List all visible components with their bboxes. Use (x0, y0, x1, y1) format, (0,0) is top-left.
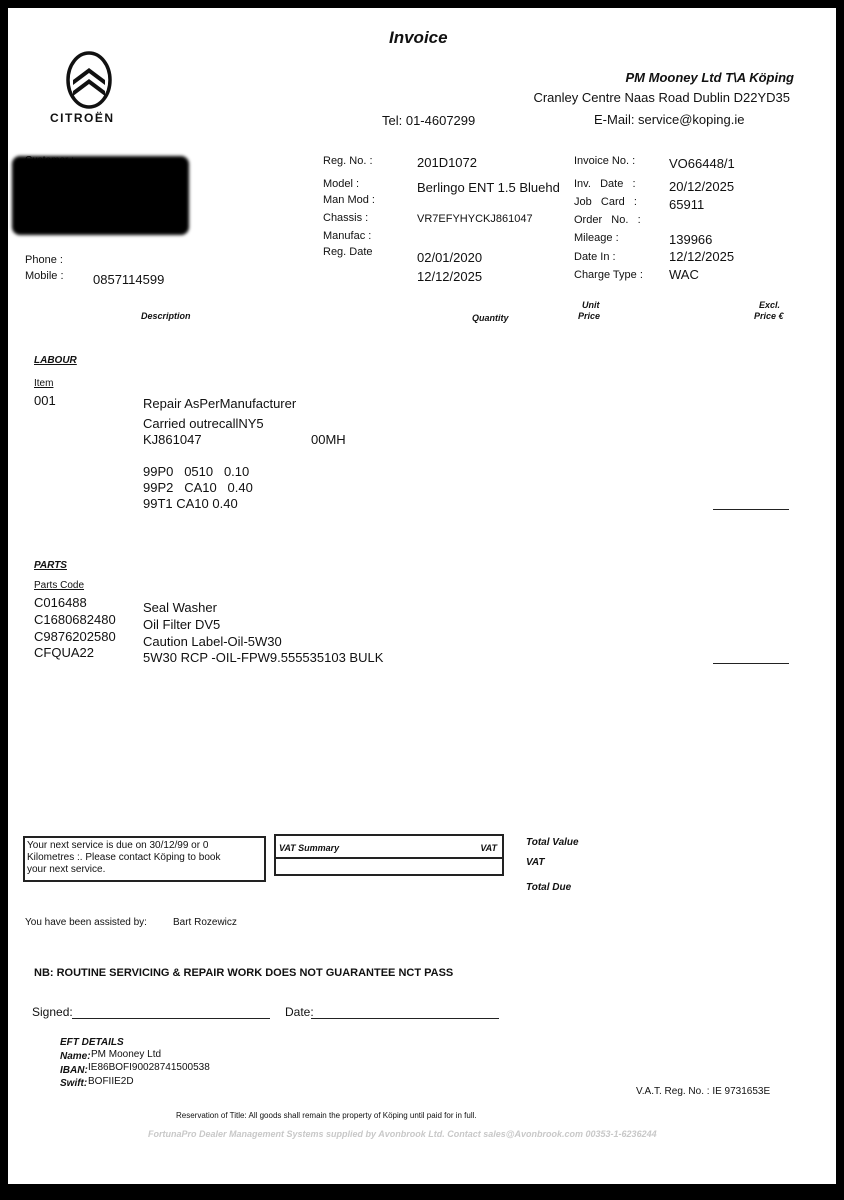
part-description: Caution Label-Oil-5W30 (143, 634, 282, 649)
signed-label: Signed: (32, 1005, 73, 1019)
col-quantity: Quantity (472, 313, 509, 323)
mileage-value: 139966 (669, 232, 713, 247)
software-footer: FortunaPro Dealer Management Systems supplied by Avonbrook Ltd. Contact sales@Avonbrook.com 00353-1-6236244 (148, 1129, 657, 1139)
reg-date-value: 02/01/2020 (417, 250, 483, 265)
invoice-no-value: VO66448/1 (669, 156, 735, 171)
total-vat-label: VAT (526, 857, 545, 868)
reg-date-label: Reg. Date (323, 246, 373, 258)
parts-code-label: Parts Code (34, 580, 85, 591)
labour-line: Carried outrecallNY5 (143, 416, 264, 431)
labour-code: 99P2 CA10 0.40 (143, 480, 253, 495)
next-service-line: your next service. (27, 864, 106, 875)
model-label: Model : (323, 178, 360, 190)
manufac-label: Manufac : (323, 230, 372, 242)
charge-type-label: Charge Type : (574, 269, 643, 281)
redacted-customer-details (12, 156, 189, 235)
date-in-value: 12/12/2025 (669, 249, 735, 264)
company-email: E-Mail: service@koping.ie (594, 112, 745, 127)
eft-swift-label: Swift: (60, 1078, 88, 1089)
col-unit-price-2: Price (578, 311, 601, 321)
part-description: Oil Filter DV5 (143, 617, 221, 632)
model-value: Berlingo ENT 1.5 Bluehd (417, 180, 560, 195)
phone-label: Phone : (25, 254, 63, 266)
company-address: Cranley Centre Naas Road Dublin D22YD35 (533, 90, 790, 105)
brand-name: CITROËN (50, 111, 115, 125)
inv-date-value: 20/12/2025 (669, 179, 735, 194)
vat-reg-number: V.A.T. Reg. No. : IE 9731653E (636, 1086, 771, 1097)
col-description: Description (141, 311, 191, 321)
chassis-value: VR7EFYHYCKJ861047 (417, 213, 533, 225)
total-due-label: Total Due (526, 882, 572, 893)
labour-code: 99T1 CA10 0.40 (143, 496, 238, 511)
signed-line (72, 1018, 270, 1019)
total-value-label: Total Value (526, 837, 579, 848)
labour-line: KJ861047 (143, 432, 202, 447)
eft-iban-label: IBAN: (60, 1065, 88, 1076)
vat-summary-title: VAT Summary (279, 843, 340, 853)
eft-heading: EFT DETAILS (60, 1037, 124, 1048)
order-no-label: Order No. : (574, 214, 641, 226)
chassis-label: Chassis : (323, 212, 369, 224)
invoice-page (8, 8, 836, 1184)
man-mod-label: Man Mod : (323, 194, 375, 206)
job-card-label: Job Card : (574, 196, 637, 208)
vat-summary-vat: VAT (480, 843, 497, 853)
vat-summary-divider (276, 857, 502, 859)
part-code: CFQUA22 (34, 645, 94, 660)
part-code: C016488 (34, 595, 87, 610)
reservation-of-title: Reservation of Title: All goods shall remain the property of Köping until paid for in full. (176, 1111, 477, 1120)
nct-notice: NB: ROUTINE SERVICING & REPAIR WORK DOES NOT GUARANTEE NCT PASS (34, 967, 454, 979)
vat-summary-box (274, 834, 504, 876)
reg-no-label: Reg. No. : (323, 155, 373, 167)
part-description: 5W30 RCP -OIL-FPW9.555535103 BULK (143, 650, 384, 665)
eft-name-label: Name: (60, 1051, 91, 1062)
labour-subtotal-line (713, 509, 789, 510)
part-code: C9876202580 (34, 629, 116, 644)
eft-name-value: PM Mooney Ltd (91, 1049, 162, 1060)
reg-no-value: 201D1072 (417, 155, 477, 170)
charge-type-value: WAC (669, 267, 699, 282)
mobile-value: 0857114599 (93, 272, 165, 287)
date-in-label: Date In : (574, 251, 616, 263)
citroen-logo (42, 44, 136, 128)
part-code: C1680682480 (34, 612, 116, 627)
labour-line: Repair AsPerManufacturer (143, 396, 297, 411)
labour-code: 99P0 0510 0.10 (143, 464, 250, 479)
assisted-label: You have been assisted by: (25, 917, 147, 928)
assisted-name: Bart Rozewicz (173, 917, 237, 928)
col-excl-price-1: Excl. (759, 300, 781, 310)
part-description: Seal Washer (143, 600, 217, 615)
date-line (311, 1018, 499, 1019)
labour-item-no: 001 (34, 393, 56, 408)
col-unit-price-1: Unit (582, 300, 600, 310)
company-tel: Tel: 01-4607299 (382, 113, 476, 128)
labour-heading: LABOUR (34, 355, 77, 366)
parts-subtotal-line (713, 663, 789, 664)
vehicle-date-value: 12/12/2025 (417, 269, 483, 284)
inv-date-label: Inv. Date : (574, 178, 636, 190)
next-service-line: Kilometres :. Please contact Köping to book (27, 852, 221, 863)
eft-swift-value: BOFIIE2D (88, 1076, 134, 1087)
next-service-line: Your next service is due on 30/12/99 or 0 (27, 840, 209, 851)
mobile-label: Mobile : (25, 270, 64, 282)
invoice-no-label: Invoice No. : (574, 155, 636, 167)
eft-iban-value: IE86BOFI90028741500538 (88, 1062, 210, 1073)
parts-heading: PARTS (34, 560, 67, 571)
page-title: Invoice (389, 28, 448, 47)
job-card-value: 65911 (669, 197, 705, 212)
labour-hours: 00MH (311, 432, 346, 447)
company-name: PM Mooney Ltd T\A Köping (625, 70, 794, 85)
date-label: Date: (285, 1005, 314, 1019)
col-excl-price-2: Price € (754, 311, 784, 321)
next-service-box (23, 836, 266, 882)
labour-item-label: Item (34, 378, 54, 389)
mileage-label: Mileage : (574, 232, 619, 244)
